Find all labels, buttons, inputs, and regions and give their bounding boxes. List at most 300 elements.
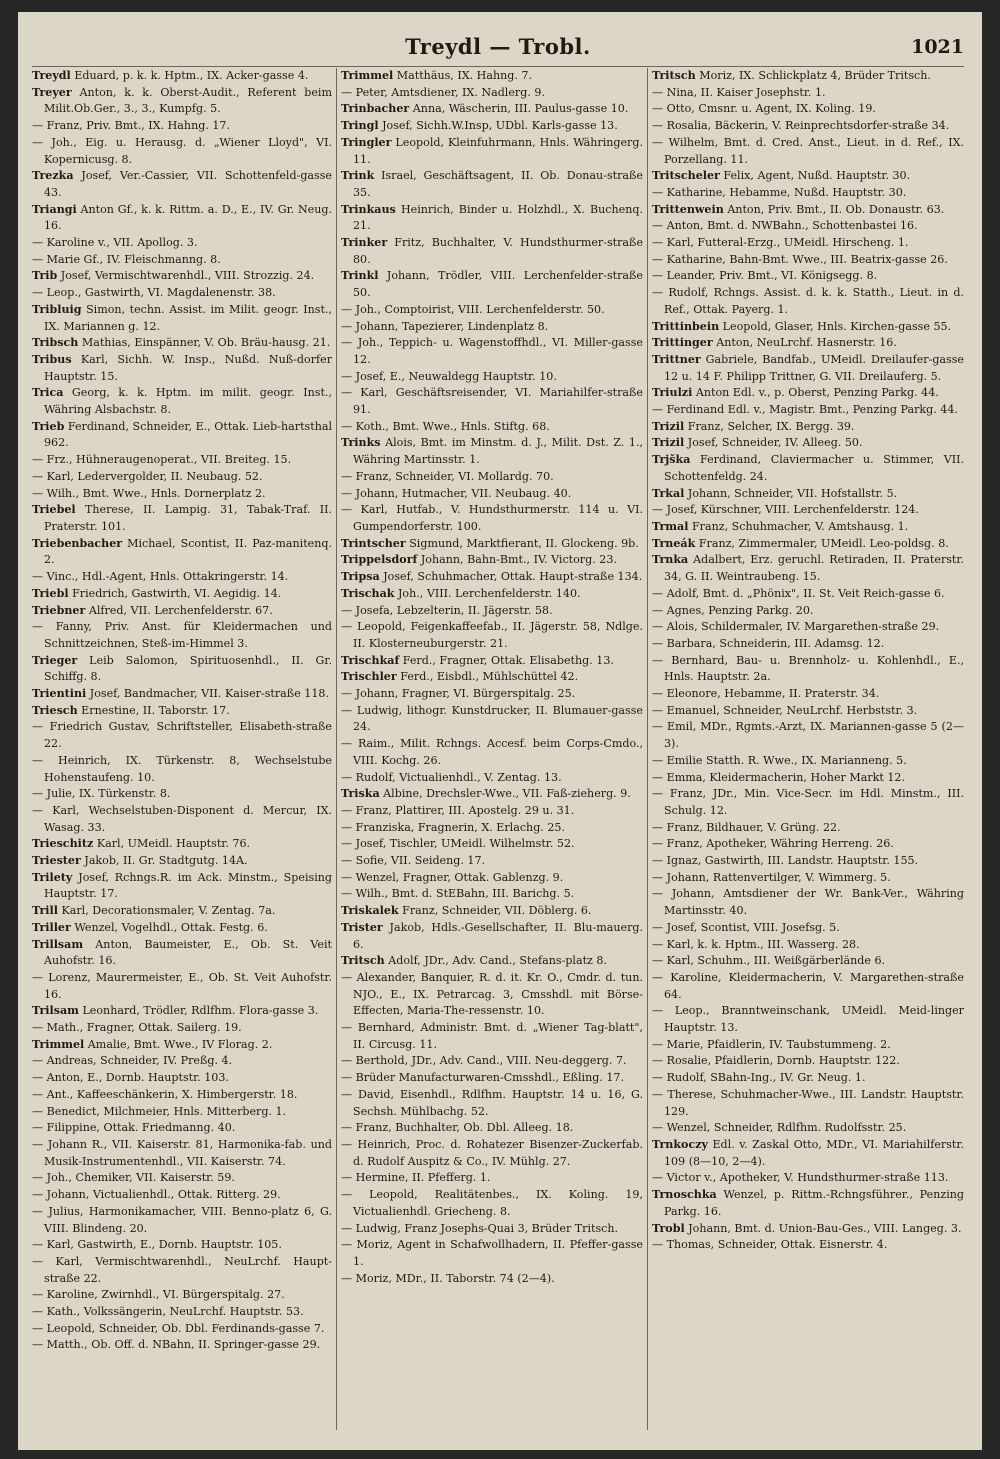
entry-text: — Joh., Chemiker, VII. Kaiserstr. 59. (32, 1171, 235, 1185)
entry-surname: Trinks (341, 436, 381, 450)
entry-text: — Anton, E., Dornb. Hauptstr. 103. (32, 1071, 229, 1085)
directory-entry (652, 619, 964, 636)
directory-entry (32, 536, 332, 569)
entry-text: — Leop., Gastwirth, VI. Magdalenenstr. 38. (32, 286, 276, 300)
entry-surname: Tripsa (341, 570, 380, 584)
entry-surname: Trobl (652, 1221, 685, 1235)
entry-surname: Trnoschka (652, 1188, 717, 1202)
directory-entry (341, 118, 643, 135)
directory-entry (341, 302, 643, 319)
entry-text: — Nina, II. Kaiser Josephstr. 1. (652, 85, 826, 99)
entry-text: — Filippine, Ottak. Friedmanng. 40. (32, 1121, 236, 1135)
entry-text: — Alexander, Banquier, R. d. it. Kr. O., Cmdr. d. tun. NJO., E., IX. Petrarcag. 3, Cmsshdl. mit Börse-Effecten, Maria-The-ressenstr. 10. (341, 970, 643, 1018)
entry-surname: Trneák (652, 536, 696, 550)
directory-entry (341, 736, 643, 769)
directory-entry (341, 168, 643, 201)
directory-entry (341, 770, 643, 787)
entry-text: — Franziska, Fragnerin, X. Erlachg. 25. (341, 820, 565, 834)
entry-text: Albine, Drechsler-Wwe., VII. Faß-zieherg. 9. (383, 787, 631, 801)
entry-text: — Karl, Gastwirth, E., Dornb. Hauptstr. 105. (32, 1238, 282, 1252)
entry-surname: Trittinger (652, 336, 713, 350)
directory-entry (652, 285, 964, 318)
column-3 (652, 68, 964, 1450)
directory-entry (652, 753, 964, 770)
entry-text: Wenzel, p. Rittm.-Rchngsführer., Penzing Parkg. 16. (664, 1188, 964, 1218)
entry-text: Therese, II. Lampig. 31, Tabak-Traf. II. Praterstr. 101. (44, 503, 332, 533)
entry-text: Anton Edl. v., p. Oberst, Penzing Parkg. 44. (695, 386, 939, 400)
directory-entry (341, 803, 643, 820)
directory-entry (652, 603, 964, 620)
directory-entry (32, 1254, 332, 1287)
directory-entry (32, 1321, 332, 1338)
directory-entry (652, 1237, 964, 1254)
entry-text: — Josef, Scontist, VIII. Josefsg. 5. (652, 920, 840, 934)
entry-text: — Bernhard, Bau- u. Brennholz- u. Kohlenhdl., E., Hnls. Hauptstr. 2a. (652, 653, 964, 684)
directory-entry (32, 1070, 332, 1087)
directory-entry (32, 937, 332, 970)
entry-text: — Raim., Milit. Rchngs. Accesf. beim Corps-Cmdo., VIII. Kochg. 26. (341, 737, 643, 767)
entry-text: Karl, UMeidl. Hauptstr. 76. (96, 837, 251, 851)
column-divider (647, 68, 648, 1430)
entry-surname: Trkal (652, 486, 685, 500)
directory-entry (341, 486, 643, 503)
entry-text: Joh., VIII. Lerchenfelderstr. 140. (397, 586, 581, 600)
entry-text: — Johann, Rattenvertilger, V. Wimmerg. 5. (652, 870, 891, 884)
directory-entry (652, 68, 964, 85)
entry-text: Ernestine, II. Taborstr. 17. (81, 703, 230, 717)
entry-text: — Franz, Bildhauer, V. Grüng. 22. (652, 820, 841, 834)
directory-entry (652, 586, 964, 603)
directory-entry (32, 268, 332, 285)
column-1 (32, 68, 332, 1450)
directory-entry (32, 452, 332, 469)
entry-text: — Franz, Buchhalter, Ob. Dbl. Alleeg. 18. (341, 1121, 574, 1135)
directory-entry (341, 1120, 643, 1137)
entry-text: Josef, Schneider, IV. Alleeg. 50. (687, 436, 863, 450)
entry-surname: Tritsch (341, 954, 385, 968)
entry-text: — Anton, Bmt. d. NWBahn., Schottenbastei 16. (652, 219, 918, 233)
entry-surname: Trieschitz (32, 837, 94, 851)
entry-text: — Johann, Amtsdiener der Wr. Bank-Ver., Währing Martinsstr. 40. (652, 887, 964, 918)
directory-entry (341, 235, 643, 268)
directory-entry (652, 1221, 964, 1238)
entry-text: — Emil, MDr., Rgmts.-Arzt, IX. Mariannen-gasse 5 (2—3). (652, 720, 964, 751)
entry-text: Karl, Sichh. W. Insp., Nußd. Nuß-dorfer Hauptstr. 15. (44, 352, 332, 383)
entry-text: Alfred, VII. Lerchenfelderstr. 67. (88, 603, 273, 617)
entry-surname: Trib (32, 269, 58, 283)
directory-entry (341, 1070, 643, 1087)
entry-text: — Peter, Amtsdiener, IX. Nadlerg. 9. (341, 85, 545, 99)
entry-text: — Johann, Hutmacher, VII. Neubaug. 40. (341, 486, 572, 500)
entry-text: — Kath., Volkssängerin, NeuLrchf. Hauptstr. 53. (32, 1305, 304, 1319)
entry-text: — Sofie, VII. Seideng. 17. (341, 854, 486, 868)
entry-surname: Triulzi (652, 386, 693, 400)
directory-entry (32, 1170, 332, 1187)
directory-entry (652, 953, 964, 970)
entry-text: — Katharine, Bahn-Bmt. Wwe., III. Beatrix-gasse 26. (652, 252, 948, 266)
entry-surname: Trinker (341, 236, 388, 250)
entry-text: — Rudolf, Rchngs. Assist. d. k. k. Statth., Lieut. in d. Ref., Ottak. Payerg. 1. (652, 286, 964, 316)
entry-text: Edl. v. Zaskal Otto, MDr., VI. Mariahilferstr. 109 (8—10, 2—4). (664, 1138, 964, 1168)
entry-text: Heinrich, Binder u. Holzhdl., X. Buchenq. 21. (353, 202, 643, 233)
entry-surname: Trientini (32, 687, 87, 701)
entry-text: — Julie, IX. Türkenstr. 8. (32, 787, 171, 801)
entry-surname: Triebenbacher (32, 536, 123, 550)
entry-text: — Wilh., Bmt. d. StEBahn, III. Barichg. 5. (341, 887, 575, 901)
entry-text: Anton, NeuLrchf. Hasnerstr. 16. (716, 336, 897, 350)
directory-entry (652, 920, 964, 937)
directory-entry (341, 101, 643, 118)
entry-text: — David, Eisenhdl., Rdlfhm. Hauptstr. 14 u. 16, G. Sechsh. Mühlbachg. 52. (341, 1087, 643, 1118)
entry-text: — Agnes, Penzing Parkg. 20. (652, 603, 814, 617)
directory-entry (32, 1087, 332, 1104)
directory-entry (32, 603, 332, 620)
entry-text: — Emanuel, Schneider, NeuLrchf. Herbststr. 3. (652, 703, 918, 717)
entry-text: Josef, Rchngs.R. im Ack. Minstm., Speising Hauptstr. 17. (44, 870, 332, 901)
entry-text: — Johann, Fragner, VI. Bürgerspitalg. 25. (341, 687, 576, 701)
directory-entry (652, 719, 964, 752)
entry-text: — Ignaz, Gastwirth, III. Landstr. Hauptstr. 155. (652, 854, 919, 868)
entry-text: Ferd., Fragner, Ottak. Elisabethg. 13. (402, 653, 614, 667)
directory-entry (652, 1137, 964, 1170)
directory-entry (341, 603, 643, 620)
entry-surname: Triebl (32, 586, 69, 600)
entry-surname: Trischkaf (341, 653, 400, 667)
directory-entry (32, 920, 332, 937)
directory-entry (652, 85, 964, 102)
entry-text: — Wilh., Bmt. Wwe., Hnls. Dornerplatz 2. (32, 486, 266, 500)
directory-entry (32, 653, 332, 686)
directory-entry (652, 1053, 964, 1070)
entry-text: — Hermine, II. Pfefferg. 1. (341, 1171, 491, 1185)
entry-surname: Trezka (32, 169, 74, 183)
entry-text: — Rosalia, Bäckerin, V. Reinprechtsdorfer-straße 34. (652, 119, 950, 133)
directory-entry (32, 1120, 332, 1137)
entry-text: — Fanny, Priv. Anst. für Kleidermachen und Schnittzeichnen, Steß-im-Himmel 3. (32, 620, 332, 650)
directory-entry (652, 268, 964, 285)
entry-surname: Tringler (341, 135, 392, 149)
entry-text: Ferdinand, Schneider, E., Ottak. Lieb-hartsthal 962. (44, 419, 332, 450)
entry-text: — Eleonore, Hebamme, II. Praterstr. 34. (652, 687, 880, 701)
directory-entry (341, 335, 643, 368)
directory-entry (341, 653, 643, 670)
entry-text: — Berthold, JDr., Adv. Cand., VIII. Neu-deggerg. 7. (341, 1054, 627, 1068)
entry-surname: Trill (32, 904, 58, 918)
entry-text: — Alois, Schildermaler, IV. Margarethen-straße 29. (652, 620, 940, 634)
directory-entry (652, 1120, 964, 1137)
entry-surname: Trimmel (341, 69, 394, 82)
directory-entry (32, 970, 332, 1003)
entry-text: — Ludwig, lithogr. Kunstdrucker, II. Blumauer-gasse 24. (341, 703, 643, 734)
entry-text: — Joh., Eig. u. Herausg. d. „Wiener Lloyd", VI. Kopernicusg. 8. (32, 135, 332, 166)
directory-entry (652, 853, 964, 870)
directory-entry (341, 903, 643, 920)
directory-entry (32, 1204, 332, 1237)
entry-surname: Trinbacher (341, 102, 410, 116)
entry-surname: Trink (341, 169, 375, 183)
entry-surname: Trittner (652, 352, 701, 366)
entry-text: — Matth., Ob. Off. d. NBahn, II. Springer-gasse 29. (32, 1338, 321, 1352)
directory-entry (652, 1187, 964, 1220)
directory-columns (32, 68, 964, 1450)
entry-surname: Trizil (652, 436, 685, 450)
entry-text: — Franz, Plattirer, III. Apostelg. 29 u. 31. (341, 803, 575, 817)
entry-surname: Trnkoczy (652, 1138, 708, 1151)
directory-entry (652, 703, 964, 720)
entry-text: Georg, k. k. Hptm. im milit. geogr. Inst., Währing Alsbachstr. 8. (44, 386, 332, 417)
directory-entry (341, 586, 643, 603)
entry-surname: Tritsch (652, 69, 696, 82)
directory-entry (32, 1037, 332, 1054)
entry-text: — Marie Gf., IV. Fleischmanng. 8. (32, 252, 221, 266)
entry-text: — Johann R., VII. Kaiserstr. 81, Harmonika-fab. und Musik-Instrumentenhdl., VII. Kaiserstr. 74. (32, 1138, 332, 1168)
entry-surname: Trjška (652, 453, 691, 467)
directory-entry (32, 352, 332, 385)
column-2 (341, 68, 643, 1450)
directory-entry (341, 552, 643, 569)
directory-entry (652, 770, 964, 787)
entry-text: Karl, Decorationsmaler, V. Zentag. 7a. (61, 904, 276, 918)
entry-text: Friedrich, Gastwirth, VI. Aegidig. 14. (72, 586, 282, 600)
entry-text: — Marie, Pfaidlerin, IV. Taubstummeng. 2. (652, 1037, 891, 1051)
entry-text: Matthäus, IX. Hahng. 7. (396, 69, 532, 82)
entry-text: — Karl, k. k. Hptm., III. Wasserg. 28. (652, 937, 860, 951)
entry-surname: Treydl (32, 69, 71, 82)
directory-entry (32, 285, 332, 302)
entry-text: Jakob, Hdls.-Gesellschafter, II. Blu-mauerg. 6. (353, 920, 643, 951)
entry-text: — Leopold, Feigenkaffeefab., II. Jägerstr. 58, Ndlge. II. Klosterneuburgerstr. 21. (341, 620, 643, 650)
entry-text: Franz, Selcher, IX. Bergg. 39. (687, 419, 855, 433)
entry-surname: Triskalek (341, 904, 399, 918)
directory-entry (341, 1020, 643, 1053)
directory-entry (652, 419, 964, 436)
directory-entry (652, 319, 964, 336)
directory-entry (652, 970, 964, 1003)
entry-text: — Leander, Priv. Bmt., VI. Königsegg. 8. (652, 269, 878, 283)
column-divider (336, 68, 337, 1430)
entry-text: — Ant., Kaffeeschänkerin, X. Himbergerstr. 18. (32, 1087, 298, 1101)
directory-entry (32, 1053, 332, 1070)
entry-text: Mathias, Einspänner, V. Ob. Bräu-hausg. 21. (81, 336, 331, 350)
directory-entry (341, 1271, 643, 1288)
entry-surname: Trilety (32, 870, 73, 884)
entry-text: — Karl, Futteral-Erzg., UMeidl. Hirscheng. 1. (652, 236, 909, 250)
entry-text: — Heinrich, IX. Türkenstr. 8, Wechselstube Hohenstaufeng. 10. (32, 753, 332, 784)
directory-entry (341, 686, 643, 703)
directory-entry (32, 85, 332, 118)
entry-surname: Trischler (341, 670, 397, 684)
entry-text: Franz, Zimmermaler, UMeidl. Leo-poldsg. 8. (698, 536, 949, 550)
entry-surname: Triebel (32, 503, 76, 517)
entry-surname: Triska (341, 787, 380, 801)
directory-entry (652, 552, 964, 585)
entry-text: Wenzel, Vogelhdl., Ottak. Festg. 6. (74, 920, 268, 934)
entry-text: — Moriz, MDr., II. Taborstr. 74 (2—4). (341, 1271, 555, 1285)
directory-entry (341, 1170, 643, 1187)
directory-entry (32, 469, 332, 486)
directory-entry (652, 1037, 964, 1054)
directory-entry (652, 252, 964, 269)
entry-text: — Therese, Schuhmacher-Wwe., III. Landstr. Hauptstr. 129. (652, 1087, 964, 1118)
entry-text: — Joh., Teppich- u. Wagenstoffhdl., VI. Miller-gasse 12. (341, 336, 643, 366)
entry-text: — Karl, Hutfab., V. Hundsthurmerstr. 114 u. VI. Gumpendorferstr. 100. (341, 503, 643, 533)
directory-entry (32, 385, 332, 418)
directory-entry (652, 118, 964, 135)
directory-entry (652, 686, 964, 703)
directory-entry (341, 970, 643, 1020)
directory-entry (341, 1137, 643, 1170)
entry-surname: Trica (32, 386, 64, 400)
directory-entry (32, 1187, 332, 1204)
entry-text: Franz, Schneider, VII. Döblerg. 6. (402, 904, 592, 918)
directory-entry (32, 803, 332, 836)
entry-text: — Thomas, Schneider, Ottak. Eisnerstr. 4. (652, 1238, 888, 1252)
directory-entry (652, 1070, 964, 1087)
entry-text: — Franz, Schneider, VI. Mollardg. 70. (341, 469, 554, 483)
entry-text: Johann, Bahn-Bmt., IV. Victorg. 23. (420, 553, 617, 567)
entry-text: Eduard, p. k. k. Hptm., IX. Acker-gasse 4. (74, 69, 309, 82)
directory-page (18, 12, 982, 1450)
entry-text: Josef, Sichh.W.Insp, UDbl. Karls-gasse 13. (382, 119, 618, 133)
directory-entry (341, 569, 643, 586)
entry-surname: Trinkl (341, 269, 379, 283)
directory-entry (652, 519, 964, 536)
directory-entry (652, 536, 964, 553)
directory-entry (341, 536, 643, 553)
entry-text: Franz, Schuhmacher, V. Amtshausg. 1. (691, 519, 909, 533)
entry-text: — Karoline, Zwirnhdl., VI. Bürgerspitalg. 27. (32, 1288, 285, 1302)
directory-entry (32, 686, 332, 703)
entry-text: Felix, Agent, Nußd. Hauptstr. 30. (723, 169, 911, 183)
entry-text: — Lorenz, Maurermeister, E., Ob. St. Veit Auhofstr. 16. (32, 970, 332, 1001)
entry-surname: Triller (32, 920, 71, 934)
directory-entry (32, 786, 332, 803)
directory-entry (32, 302, 332, 335)
entry-text: — Franz, JDr., Min. Vice-Secr. im Hdl. Minstm., III. Schulg. 12. (652, 787, 964, 817)
entry-text: Gabriele, Bandfab., UMeidl. Dreilaufer-gasse 12 u. 14 F. Philipp Trittner, G. VII. Dreilauferg. 5. (664, 352, 964, 383)
entry-surname: Triesch (32, 703, 78, 717)
entry-surname: Trnka (652, 553, 689, 567)
entry-text: — Victor v., Apotheker, V. Hundsthurmer-straße 113. (652, 1171, 949, 1185)
entry-text: — Heinrich, Proc. d. Rohatezer Bisenzer-Zuckerfab. d. Rudolf Auspitz & Co., IV. Mühlg. 27. (341, 1138, 643, 1168)
entry-text: — Ludwig, Franz Josephs-Quai 3, Brüder Tritsch. (341, 1221, 619, 1235)
entry-surname: Triester (32, 854, 81, 868)
directory-entry (32, 1304, 332, 1321)
entry-surname: Trittinbein (652, 319, 720, 333)
directory-entry (652, 352, 964, 385)
directory-entry (32, 703, 332, 720)
entry-text: — Math., Fragner, Ottak. Sailerg. 19. (32, 1021, 242, 1035)
directory-entry (341, 1221, 643, 1238)
entry-text: Sigmund, Marktfierant, II. Glockeng. 9b. (409, 536, 639, 550)
directory-entry (32, 569, 332, 586)
entry-text: — Josef, Tischler, UMeidl. Wilhelmstr. 52. (341, 837, 575, 851)
directory-entry (32, 853, 332, 870)
entry-text: — Brüder Manufacturwaren-Cmsshdl., Eßling. 17. (341, 1071, 625, 1085)
entry-text: — Otto, Cmsnr. u. Agent, IX. Koling. 19. (652, 102, 876, 116)
entry-text: — Wenzel, Schneider, Rdlfhm. Rudolfsstr. 25. (652, 1121, 907, 1135)
entry-surname: Trippelsdorf (341, 553, 418, 567)
directory-entry (652, 435, 964, 452)
directory-entry (32, 202, 332, 235)
directory-entry (652, 385, 964, 402)
directory-entry (341, 502, 643, 535)
directory-entry (652, 335, 964, 352)
directory-entry (341, 1087, 643, 1120)
directory-entry (652, 786, 964, 819)
entry-text: Leonhard, Trödler, Rdlfhm. Flora-gasse 3. (82, 1004, 319, 1018)
entry-surname: Tribluig (32, 302, 82, 316)
entry-text: — Rosalie, Pfaidlerin, Dornb. Hauptstr. 122. (652, 1054, 900, 1068)
directory-entry (32, 1104, 332, 1121)
entry-text: Leopold, Kleinfuhrmann, Hnls. Währingerg. 11. (353, 135, 643, 166)
entry-text: — Wilhelm, Bmt. d. Cred. Anst., Lieut. in d. Ref., IX. Porzellang. 11. (652, 135, 964, 166)
entry-text: — Adolf, Bmt. d. „Phönix", II. St. Veit Reich-gasse 6. (652, 586, 945, 600)
entry-text: — Rudolf, Victualienhdl., V. Zentag. 13. (341, 770, 562, 784)
entry-text: — Johann, Victualienhdl., Ottak. Ritterg. 29. (32, 1188, 281, 1202)
directory-entry (32, 335, 332, 352)
entry-text: — Karl, Geschäftsreisender, VI. Mariahilfer-straße 91. (341, 386, 643, 417)
entry-text: — Emilie Statth. R. Wwe., IX. Marianneng. 5. (652, 753, 907, 767)
directory-entry (341, 619, 643, 652)
entry-text: — Koth., Bmt. Wwe., Hnls. Stiftg. 68. (341, 419, 550, 433)
entry-text: — Benedict, Milchmeier, Hnls. Mitterberg. 1. (32, 1104, 287, 1118)
directory-entry (652, 1003, 964, 1036)
directory-entry (341, 953, 643, 970)
entry-text: — Friedrich Gustav, Schriftsteller, Elisabeth-straße 22. (32, 720, 332, 751)
directory-entry (652, 135, 964, 168)
page-number: 1021 (911, 36, 964, 58)
entry-text: — Karoline, Kleidermacherin, V. Margarethen-straße 64. (652, 970, 964, 1001)
directory-entry (32, 502, 332, 535)
directory-entry (341, 820, 643, 837)
entry-text: — Julius, Harmonikamacher, VIII. Benno-platz 6, G. VIII. Blindeng. 20. (32, 1204, 332, 1235)
entry-surname: Trimmel (32, 1037, 85, 1051)
directory-entry (341, 920, 643, 953)
directory-entry (341, 369, 643, 386)
directory-entry (341, 669, 643, 686)
entry-text: Moriz, IX. Schlickplatz 4, Brüder Tritsch. (699, 69, 931, 82)
entry-text: — Karl, Wechselstuben-Disponent d. Mercur, IX. Wasag. 33. (32, 803, 332, 834)
directory-entry (652, 402, 964, 419)
directory-entry (32, 419, 332, 452)
entry-text: — Franz, Priv. Bmt., IX. Hahng. 17. (32, 119, 231, 133)
entry-text: Jakob, II. Gr. Stadtgutg. 14A. (84, 854, 248, 868)
entry-text: Josef, Vermischtwarenhdl., VIII. Strozzig. 24. (60, 269, 315, 283)
directory-entry (341, 886, 643, 903)
entry-text: Leib Salomon, Spirituosenhdl., II. Gr. Schiffg. 8. (44, 653, 332, 684)
directory-entry (341, 1187, 643, 1220)
entry-text: Adalbert, Erz. geruchl. Retiraden, II. Praterstr. 34, G. II. Weintraubeng. 15. (664, 553, 964, 584)
directory-entry (32, 235, 332, 252)
directory-entry (32, 168, 332, 201)
entry-surname: Tribsch (32, 336, 79, 350)
entry-text: — Wenzel, Fragner, Ottak. Gablenzg. 9. (341, 870, 564, 884)
directory-entry (652, 1170, 964, 1187)
directory-entry (341, 870, 643, 887)
entry-text: Ferd., Eisbdl., Mühlschüttel 42. (400, 670, 579, 684)
directory-entry (32, 903, 332, 920)
entry-text: — Karl, Ledervergolder, II. Neubaug. 52. (32, 469, 263, 483)
entry-text: Ferdinand, Claviermacher u. Stimmer, VII. Schottenfeldg. 24. (664, 453, 964, 483)
directory-entry (341, 85, 643, 102)
entry-text: — Ferdinand Edl. v., Magistr. Bmt., Penzing Parkg. 44. (652, 403, 958, 417)
entry-text: Johann, Bmt. d. Union-Bau-Ges., VIII. Langeg. 3. (688, 1221, 962, 1235)
directory-entry (341, 469, 643, 486)
directory-entry (32, 619, 332, 652)
entry-text: — Joh., Comptoirist, VIII. Lerchenfelderstr. 50. (341, 302, 605, 316)
directory-entry (32, 1237, 332, 1254)
